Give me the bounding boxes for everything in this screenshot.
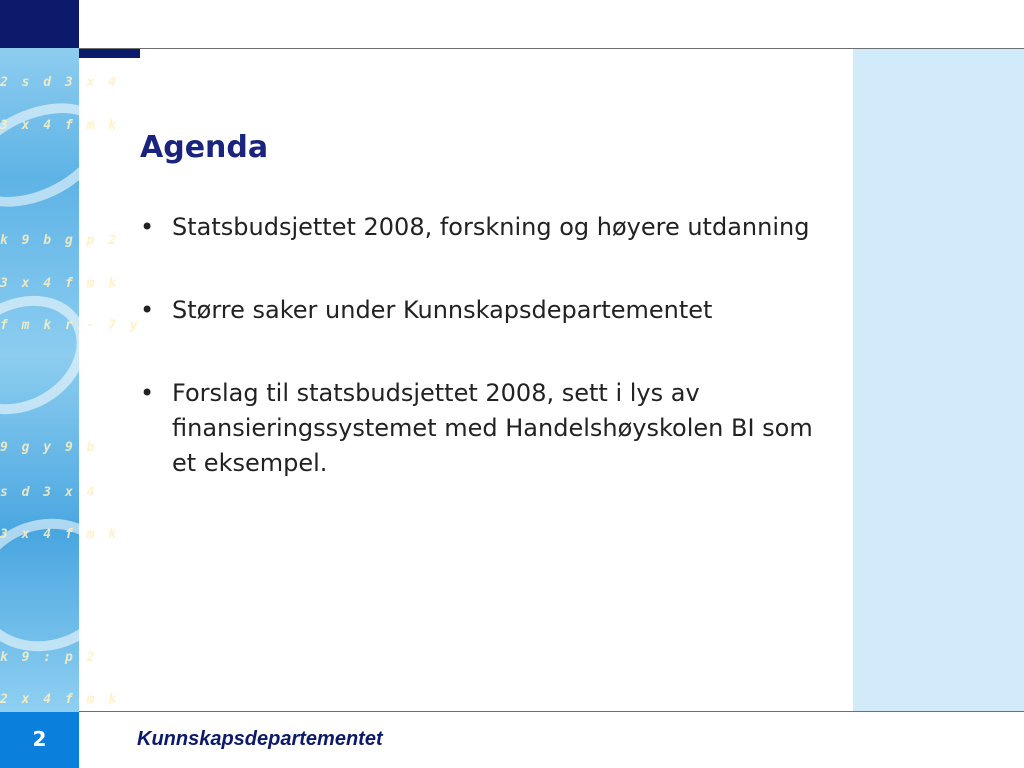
decor-glyph-row: 9 g y 9 b bbox=[0, 440, 98, 455]
decor-glyph-row: 3 x 4 f m k bbox=[0, 276, 120, 291]
slide-title: Agenda bbox=[140, 130, 269, 165]
decor-glyph-row: 2 s d 3 x 4 bbox=[0, 75, 120, 90]
decor-glyph-row: k 9 b g p 2 bbox=[0, 233, 120, 248]
page-number-badge: 2 bbox=[0, 712, 79, 768]
agenda-list bbox=[140, 210, 840, 529]
bullet-icon: • bbox=[140, 296, 155, 324]
agenda-item-text: Statsbudsjettet 2008, forskning og høyere utdanning bbox=[172, 213, 810, 241]
agenda-item-text: Større saker under Kunnskapsdepartementet bbox=[172, 296, 713, 324]
bullet-icon: • bbox=[140, 379, 155, 407]
swirl-decoration bbox=[0, 272, 108, 437]
agenda-item bbox=[140, 210, 840, 245]
swirl-decoration bbox=[0, 498, 138, 671]
right-side-panel bbox=[853, 49, 1024, 712]
navy-corner-block bbox=[0, 0, 79, 48]
agenda-item bbox=[140, 293, 840, 328]
decor-glyph-row: s d 3 x 4 bbox=[0, 485, 98, 500]
agenda-item bbox=[140, 376, 840, 481]
agenda-item-text: Forslag til statsbudsjettet 2008, sett i lys av finansieringssystemet med Handelshøyskolen BI som et eksempel. bbox=[172, 379, 813, 477]
footer-department-name: Kunnskapsdepartementet bbox=[137, 728, 383, 750]
swirl-decoration bbox=[0, 83, 122, 228]
decor-glyph-row: 3 x 4 f m k bbox=[0, 118, 120, 133]
bottom-divider bbox=[79, 711, 1024, 712]
navy-accent-tab bbox=[79, 49, 140, 58]
decor-glyph-row: k 9 : p 2 bbox=[0, 650, 98, 665]
decor-glyph-row: f m k r - 7 y bbox=[0, 318, 141, 333]
decorative-side-strip bbox=[0, 0, 141, 712]
decor-glyph-row: 3 x 4 f m k bbox=[0, 527, 120, 542]
bullet-icon: • bbox=[140, 213, 155, 241]
decor-glyph-row: 2 x 4 f m k bbox=[0, 692, 120, 707]
